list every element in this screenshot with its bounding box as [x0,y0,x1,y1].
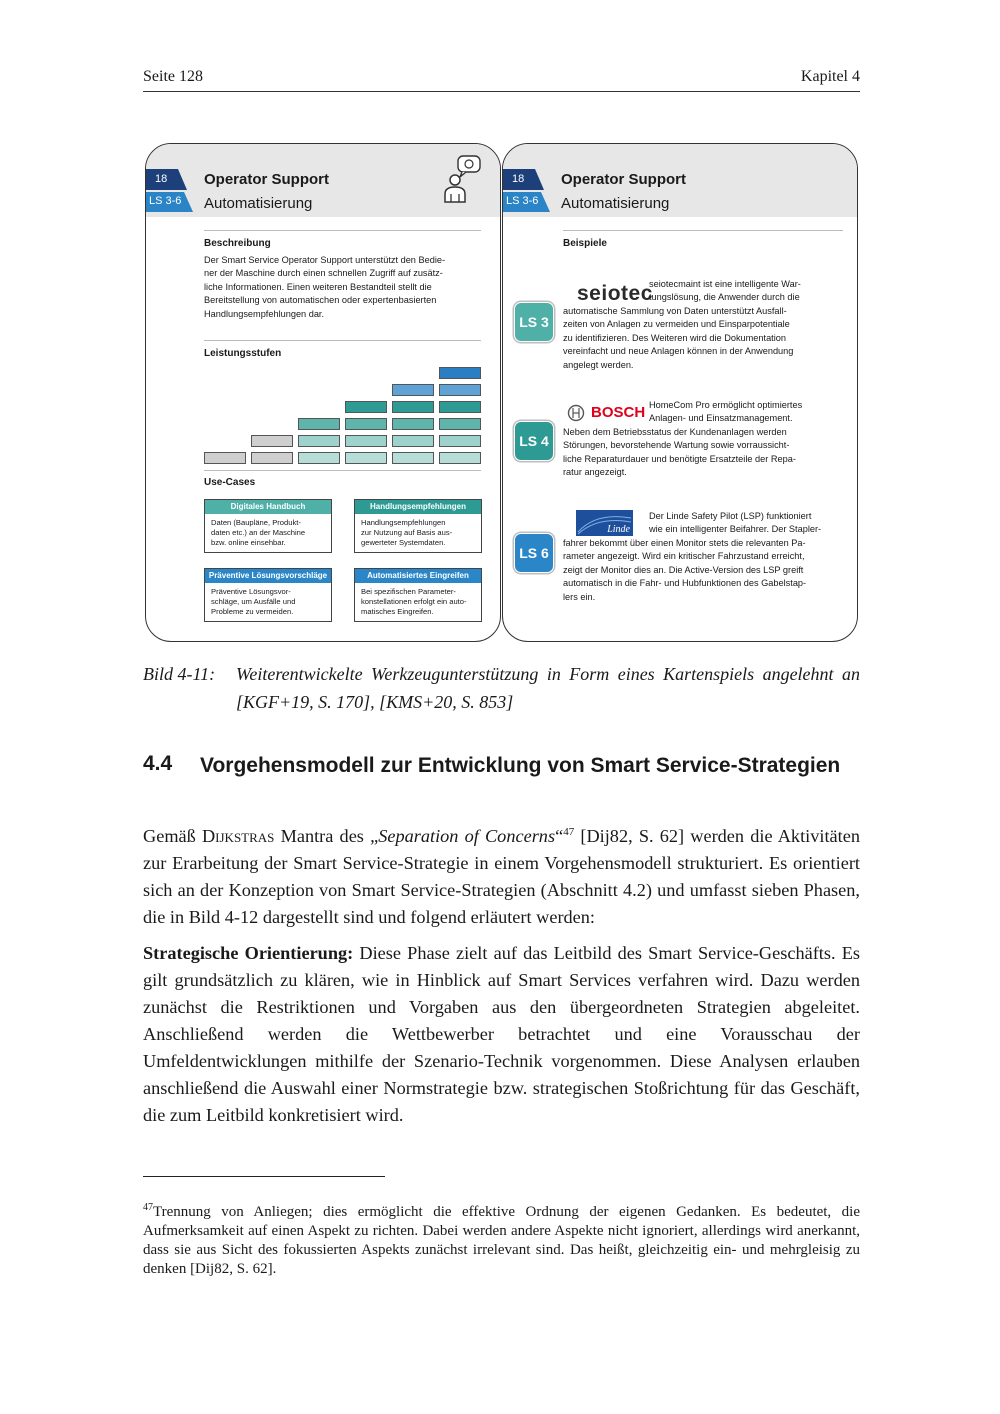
use-case-line: Daten (Baupläne, Produkt- [211,518,301,527]
example-text [649,399,849,426]
examples-heading: Beispiele [563,238,607,249]
text-run: “ [555,826,564,847]
description-text [204,254,484,321]
use-case-title: Automatisiertes Eingreifen [355,569,481,583]
description-line: Bereitstellung von automatischen oder expertenbasierten [204,295,437,306]
level-block [345,418,387,430]
paragraph-lead: Strategische Orientierung: [143,943,354,963]
paragraph-intro [143,819,860,931]
example-line: zu identifizieren. Des Weiteren wird die Dokumentation [563,332,786,343]
bosch-logo: BOSCH [591,404,646,421]
use-case-line: daten etc.) an der Maschine [211,528,306,537]
card-title: Operator Support [204,171,330,188]
section-title: Vorgehensmodell zur Entwicklung von Smart Service-Strategien [200,754,841,777]
linde-logo [576,510,633,536]
example-text [563,305,853,372]
section-number: 4.4 [143,752,173,775]
ls3-badge: LS 3 [514,302,554,342]
card-subtitle: Automatisierung [204,195,313,212]
operator-support-icon [442,154,484,206]
use-case-card [354,568,482,622]
description-line: Der Smart Service Operator Support unterstützt den Bedie- [204,255,446,265]
footnote-rule [143,1176,385,1177]
level-block [298,452,340,464]
bosch-emblem-icon [567,404,585,422]
footnote-reference[interactable]: 47 [563,826,575,838]
footnote-text: Trennung von Anliegen; dies ermöglicht die effektive Ordnung der eigenen Gedanken. Es bedeutet, die Aufmerksamkeit auf einen Aspekt zu richten. Dabei werden andere Aspekte nicht ignoriert, allerdings wird anerkannt, dass sie aus Sicht des fokussierten Aspekts zunächst irrelevant sind. Das heißt, gleichzeitig ein- und mehrgleisig zu denken [Dij82, S. 62]. [143,1204,860,1277]
use-case-line: Präventive Lösungsvor- [211,587,291,596]
description-line: liche Informationen. Einen weiteren Bestandteil stellt die [204,281,432,292]
example-line: HomeCom Pro ermöglicht optimiertes [649,400,803,410]
description-line: ner der Maschine durch einen schnellen Zugriff auf zusätz- [204,268,443,279]
example-line: ratur angezeigt. [563,467,627,478]
example-text [649,278,849,305]
card-examples [502,143,858,642]
text-run: Gemäß [143,826,202,847]
separator [204,470,481,471]
example-line: zeigt der Monitor dies an. Die Active-Version des LSP greift [563,564,804,575]
level-block [392,435,434,447]
text-run: [Dij82, S. 62] werden die Aktivitäten zur Erarbeitung der Smart Service-Strategie in einem Vorgehensmodell strukturiert. Es orientiert sich an der Konzeption von Smart Service-Strategien (Abschnitt 4.2) und umfasst sieben Phasen, die in Bild 4-12 dargestellt sind und folgend erläutert werden: [143,826,860,928]
use-case-line: konstellationen erfolgt ein auto- [361,597,467,606]
card-title: Operator Support [561,171,687,188]
description-line: Handlungsempfehlungen dar. [204,308,325,319]
example-line: Störungen, bevorstehende Wartung sowie vorraussicht- [563,440,790,451]
level-block [439,384,481,396]
level-block [439,418,481,430]
example-line: liche Reparaturdauer und benötigte Ersatzteile der Repa- [563,453,796,464]
example-text [563,537,855,604]
example-line: vereinfacht und neue Anlagen können in der Anwendung [563,346,794,357]
description-heading: Beschreibung [204,238,271,249]
level-block [251,452,293,464]
card-number-tag: 18 [146,169,178,190]
level-block [439,452,481,464]
caption-label: Bild 4-11: [143,664,216,684]
card-description [145,143,501,642]
example-line: lers ein. [563,591,596,602]
use-case-body [205,514,331,552]
text-run: Diese Phase zielt auf das Leitbild des Smart Service-Geschäfts. Es gilt grundsätzlich zu klären, wie in Hinblick auf Smart Services verfahren wird. Dazu werden zunächst die Restriktionen und Vorgaben aus den übergeordneten Strategien abgeleitet. Anschließend werden die Wettbewerber betrachtet und eine Vorausschau der Umfeldentwicklungen mithilfe der Szenario-Technik vorgenommen. Diese Analysen erlauben anschließend die Auswahl einer Normstrategie bzw. strategischen Stoßrichtung für das Geschäft, die zum Leitbild konkretisiert wird. [143,943,860,1125]
example-line: fahrer bekommt über einen Monitor stets die relevanten Pa- [563,538,806,548]
level-block [345,452,387,464]
use-case-card [204,568,332,622]
chapter-label: Kapitel 4 [800,68,860,85]
linde-logo-text: Linde [607,524,630,535]
example-line: Neben dem Betriebsstatus der Kundenanlagen werden [563,427,787,437]
text-run: Mantra des „ [274,826,379,847]
example-line: zeiten von Anlagen zu vermeiden und Einsparpotentiale [563,319,790,330]
caption-text: Weiterentwickelte Werkzeugunterstützung in Form eines Kartenspiels angelehnt an [KGF+19, S. 170], [KMS+20, S. 853] [236,664,860,712]
example-text [649,510,854,537]
example-line: Anlagen- und Einsatzmanagement. [649,413,793,424]
quoted-term: Separation of Concerns [378,826,556,847]
level-block [439,367,481,379]
ls6-badge: LS 6 [514,533,554,573]
card-number-tag: 18 [503,169,535,190]
use-case-line: matisches Eingreifen. [361,607,434,616]
use-case-card [354,499,482,553]
use-case-title: Handlungsempfehlungen [355,500,481,514]
card-subtitle: Automatisierung [561,195,670,212]
card-level-tag: LS 3-6 [146,192,184,212]
level-block [439,401,481,413]
example-line: angelegt werden. [563,359,634,370]
page-header [143,66,860,92]
use-case-title: Präventive Lösungsvorschläge [205,569,331,583]
level-block [345,435,387,447]
use-case-line: Bei spezifischen Parameter- [361,587,456,596]
level-block [345,401,387,413]
separator [204,230,481,231]
usecases-heading: Use-Cases [204,477,256,488]
example-line: automatische Sammlung von Daten unterstützt Ausfall- [563,306,787,316]
author-name: Dijkstras [201,826,275,847]
use-case-body [355,514,481,552]
use-case-body [205,583,331,621]
example-line: seiotecmaint ist eine intelligente War- [649,279,801,289]
example-line: Der Linde Safety Pilot (LSP) funktioniert [649,511,812,521]
use-case-line: Handlungsempfehlungen [361,518,446,527]
use-case-line: zur Nutzung auf Basis aus- [361,528,453,537]
use-case-card [204,499,332,553]
level-block [392,452,434,464]
example-line: automatisch in die Fahr- und Hubfunktionen des Gabelstap- [563,578,807,589]
level-block [392,401,434,413]
level-block [439,435,481,447]
card-level-tag: LS 3-6 [503,192,541,212]
example-line: rameter angezeigt. Wird ein kritischer Fahrzustand erreicht, [563,551,805,562]
level-block [298,418,340,430]
footnote [143,1198,860,1279]
footnote-number: 47 [143,1202,153,1213]
use-case-line: schläge, um Ausfälle und [211,597,296,606]
seiotec-logo: seiotec [577,282,653,305]
example-line: tungslösung, die Anwender durch die [649,292,800,303]
example-text [563,426,853,480]
paragraph-strategic-orientation [143,940,860,1129]
use-case-line: gewerteter Systemdaten. [361,538,446,547]
separator [563,230,843,231]
separator [204,340,481,341]
ls4-badge: LS 4 [514,421,554,461]
level-block [204,452,246,464]
level-block [392,418,434,430]
use-case-body [355,583,481,621]
level-block [251,435,293,447]
example-line: wie ein intelligenter Beifahrer. Der Stapler- [649,524,822,535]
level-block [298,435,340,447]
use-case-title: Digitales Handbuch [205,500,331,514]
level-block [392,384,434,396]
use-case-line: bzw. online einsehbar. [211,538,286,547]
levels-heading: Leistungsstufen [204,348,282,359]
page-number: Seite 128 [143,68,203,85]
use-case-line: Probleme zu vermeiden. [211,607,294,616]
